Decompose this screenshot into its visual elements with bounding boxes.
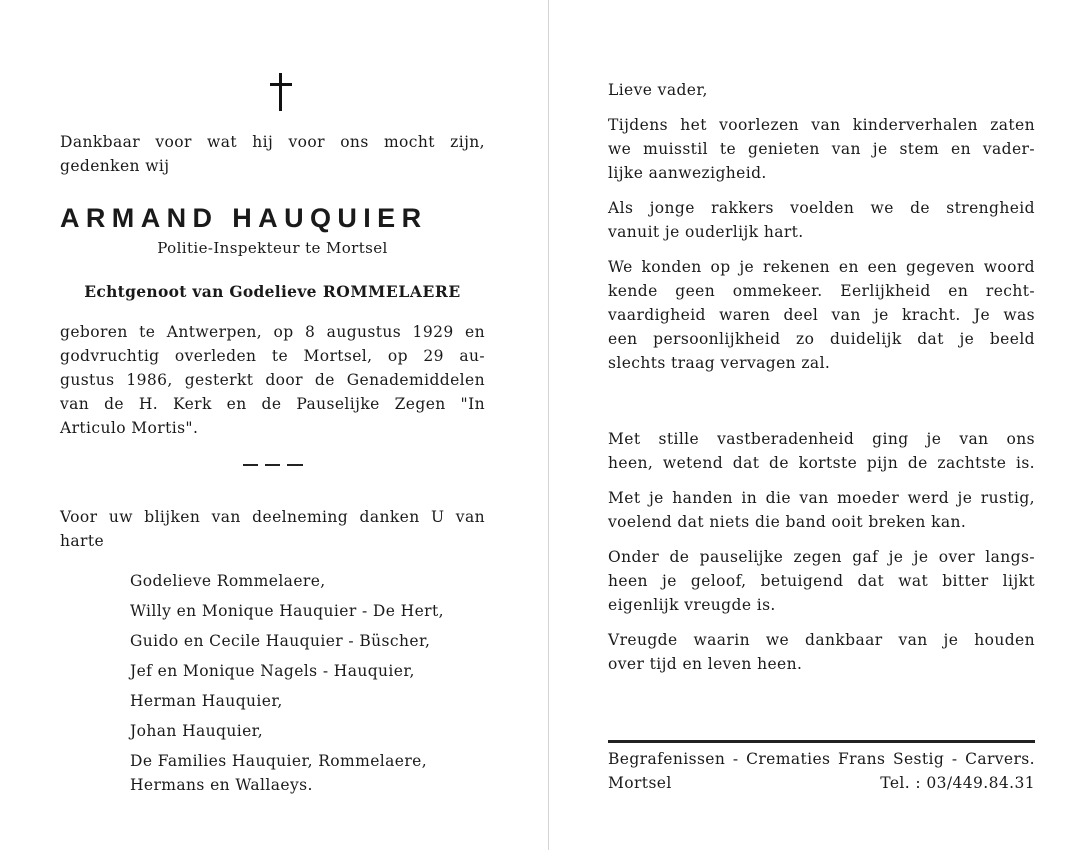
right-page: [608, 0, 1035, 850]
para7-line-2: over tijd en leven heen.: [608, 655, 803, 673]
separator-dashes: [243, 464, 303, 466]
para6-line-1: Onder de pauselijke zegen gaf je je over langs-: [608, 548, 1035, 566]
deceased-name: ARMAND HAUQUIER: [60, 203, 428, 233]
undertaker-phone: Tel. : 03/449.84.31: [880, 774, 1035, 792]
thanks-line-2: harte: [60, 532, 105, 550]
para7-line-1: Vreugde waarin we dankbaar van je houden: [608, 631, 1035, 649]
para4-line-2: heen, wetend dat de kortste pijn de zachtste is.: [608, 454, 1035, 472]
bio-line-4: van de H. Kerk en de Pauselijke Zegen "In: [60, 395, 485, 413]
thanks-line-1: Voor uw blijken van deelneming danken U van: [60, 508, 485, 526]
para2-line-2: vanuit je ouderlijk hart.: [608, 223, 804, 241]
para4-line-1: Met stille vastberadenheid ging je van ons: [608, 430, 1035, 448]
undertaker-city: Mortsel: [608, 774, 672, 792]
bio-line-1: geboren te Antwerpen, op 8 augustus 1929 en: [60, 323, 485, 341]
family-member: De Families Hauquier, Rommelaere,: [130, 752, 428, 770]
para6-line-3: eigenlijk vreugde is.: [608, 596, 776, 614]
para5-line-1: Met je handen in die van moeder werd je rustig,: [608, 489, 1035, 507]
spouse-label: Echtgenoot van Godelieve: [84, 282, 317, 301]
cross-icon: [269, 73, 293, 111]
para1-line-1: Tijdens het voorlezen van kinderverhalen zaten: [608, 116, 1035, 134]
para1-line-3: lijke aanwezigheid.: [608, 164, 767, 182]
para6-line-2: heen je geloof, betuigend dat wat bitter lijkt: [608, 572, 1035, 590]
para1-line-2: we muisstil te genieten van je stem en vader-: [608, 140, 1035, 158]
undertaker-line: Begrafenissen - Crematies Frans Sestig - Carvers.: [608, 750, 1035, 768]
para3-line-5: slechts traag vervagen zal.: [608, 354, 831, 372]
card-fold-line: [548, 0, 549, 850]
intro-line-1: Dankbaar voor wat hij voor ons mocht zijn,: [60, 133, 485, 151]
family-member: Johan Hauquier,: [130, 722, 264, 740]
para3-line-1: We konden op je rekenen en een gegeven woord: [608, 258, 1035, 276]
family-member: Hermans en Wallaeys.: [130, 776, 313, 794]
deceased-function: Politie-Inspekteur te Mortsel: [157, 239, 388, 257]
para3-line-4: een persoonlijkheid zo duidelijk dat je beeld: [608, 330, 1035, 348]
spouse-line: [60, 280, 485, 304]
intro-line-2: gedenken wij: [60, 157, 170, 175]
family-member: Jef en Monique Nagels - Hauquier,: [130, 662, 415, 680]
family-member: Herman Hauquier,: [130, 692, 283, 710]
undertaker-address: [608, 771, 1035, 795]
footer-rule: [608, 740, 1035, 743]
para5-line-2: voelend dat niets die band ooit breken kan.: [608, 513, 967, 531]
para3-line-3: vaardigheid waren deel van je kracht. Je was: [608, 306, 1035, 324]
spouse-name: ROMMELAERE: [322, 282, 461, 301]
family-member: Guido en Cecile Hauquier - Büscher,: [130, 632, 431, 650]
salutation: Lieve vader,: [608, 81, 708, 99]
bio-line-5: Articulo Mortis".: [60, 419, 199, 437]
bio-line-2: godvruchtig overleden te Mortsel, op 29 au-: [60, 347, 485, 365]
family-member: Willy en Monique Hauquier - De Hert,: [130, 602, 444, 620]
para3-line-2: kende geen ommekeer. Eerlijkheid en recht-: [608, 282, 1035, 300]
para2-line-1: Als jonge rakkers voelden we de strengheid: [608, 199, 1035, 217]
family-member: Godelieve Rommelaere,: [130, 572, 326, 590]
bio-line-3: gustus 1986, gesterkt door de Genademiddelen: [60, 371, 485, 389]
left-page: [60, 0, 485, 850]
